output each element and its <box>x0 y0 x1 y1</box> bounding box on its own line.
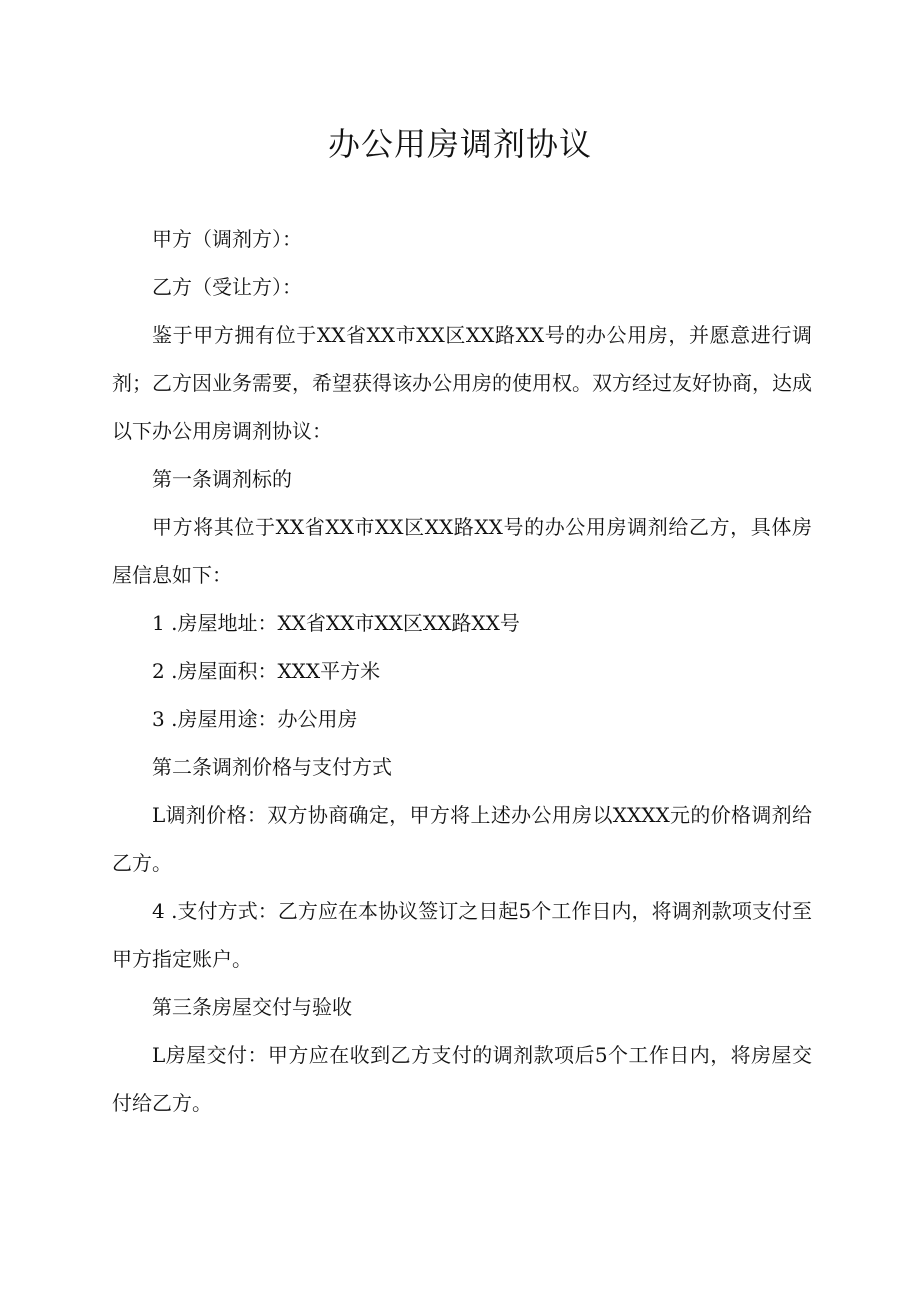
document-title: 办公用房调剂协议 <box>327 125 592 163</box>
payment-item: 4 .支付方式：乙方应在本协议签订之日起5个工作日内，将调剂款项支付至甲方指定账户。 <box>112 899 812 971</box>
article-3-heading: 第三条房屋交付与验收 <box>152 995 352 1019</box>
party-b-line: 乙方（受让方）： <box>152 275 302 299</box>
party-a-line: 甲方（调剂方）： <box>152 227 302 251</box>
house-area-item: 2 .房屋面积：XXX平方米 <box>152 659 381 683</box>
article-1-heading: 第一条调剂标的 <box>152 467 292 491</box>
handover-item: L房屋交付：甲方应在收到乙方支付的调剂款项后5个工作日内，将房屋交付给乙方。 <box>112 1043 812 1115</box>
article-1-paragraph: 甲方将其位于XX省XX市XX区XX路XX号的办公用房调剂给乙方，具体房屋信息如下： <box>112 515 812 587</box>
preamble-paragraph: 鉴于甲方拥有位于XX省XX市XX区XX路XX号的办公用房，并愿意进行调剂；乙方因业务需要，希望获得该办公用房的使用权。双方经过友好协商，达成以下办公用房调剂协议： <box>112 323 812 443</box>
house-usage-item: 3 .房屋用途：办公用房 <box>152 707 358 731</box>
document-body <box>112 215 812 1127</box>
article-2-heading: 第二条调剂价格与支付方式 <box>152 755 392 779</box>
house-address-item: 1 .房屋地址：XX省XX市XX区XX路XX号 <box>152 611 520 635</box>
price-item: L调剂价格：双方协商确定，甲方将上述办公用房以XXXX元的价格调剂给乙方。 <box>112 803 812 875</box>
